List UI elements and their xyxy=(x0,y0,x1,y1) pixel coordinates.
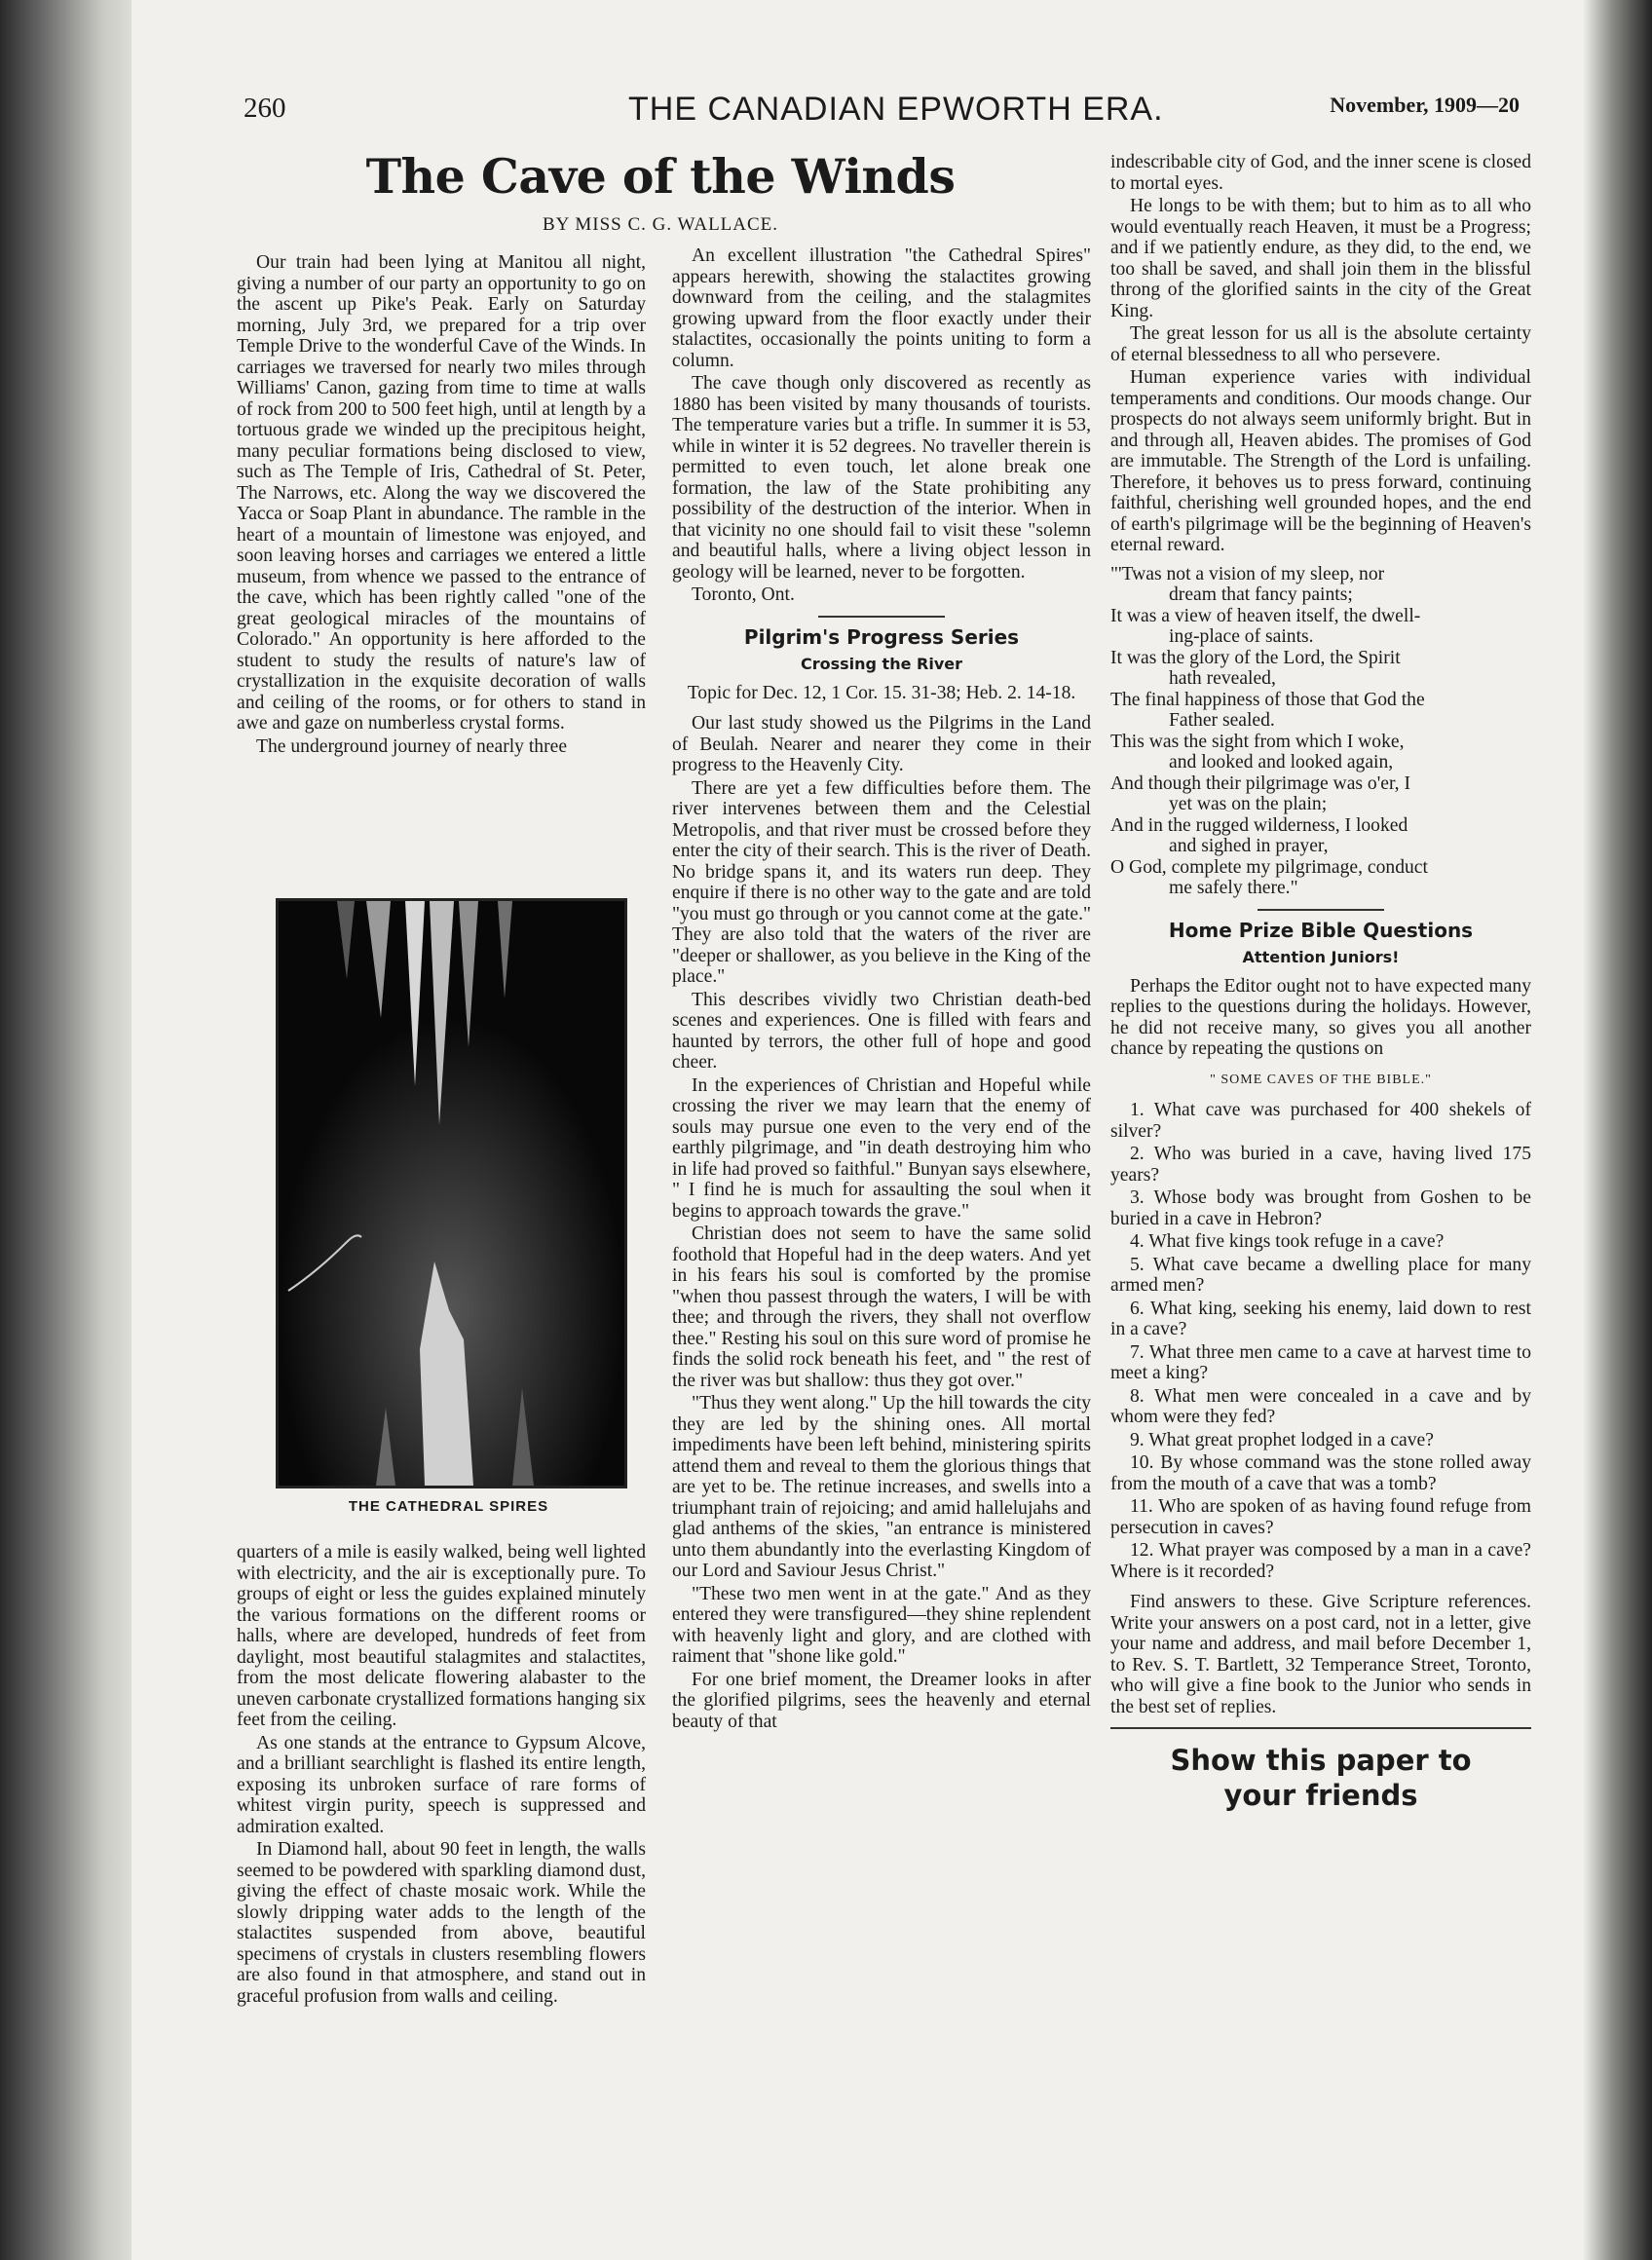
paragraph: In the experiences of Christian and Hopeful while crossing the river we may learn that the enemy of souls may pursue one even to the very end of the earthly pilgrimage, and "in death destroying him who in life had proved so faithful." Bunyan says elsewhere, " I find he is much for assaulting the soul when it begins to approach towards the grave." xyxy=(672,1074,1091,1222)
poem-line: Father sealed. xyxy=(1169,710,1275,731)
paragraph: "Thus they went along." Up the hill towards the city they are led by the shining ones. All mortal impediments have been left behind, ministering spirits attend them and reveal to them the glorious things that are yet to be. The retinue increases, and swells into a triumphant train of rejoicing; and amid hallelujahs and glad anthems of the skies, "an entrance is ministered unto them abundantly into the everlasting Kingdom of our Lord and Saviour Jesus Christ." xyxy=(672,1393,1091,1581)
page-number: 260 xyxy=(244,93,286,124)
book-gutter xyxy=(0,0,146,2260)
paragraph: In Diamond hall, about 90 feet in length, the walls seemed to be powdered with sparkling diamond dust, giving the effect of chaste mosaic work. While the slowly dripping water adds to the length of the stalactites suspended from above, beautiful specimens of crystals in clusters resembling flowers are also found in that atmosphere, and stand out in graceful profusion from walls and ceiling. xyxy=(237,1839,646,2007)
section-subtitle: Attention Juniors! xyxy=(1242,948,1400,966)
paragraph: Find answers to these. Give Scripture references. Write your answers on a post card, not in a letter, give your name and address, and mail before December 1, to Rev. S. T. Bartlett, 32 Temperance Street, Toronto, who will give a fine book to the Junior who sends in the best set of replies. xyxy=(1110,1592,1531,1717)
poem-line: me safely there." xyxy=(1169,878,1298,898)
column-1-top xyxy=(237,252,646,759)
question-item: 1. What cave was purchased for 400 shekels of silver? xyxy=(1110,1100,1531,1142)
divider xyxy=(818,616,945,618)
poem-line: hath revealed, xyxy=(1169,668,1276,689)
poem-line: And though their pilgrimage was o'er, I xyxy=(1110,772,1411,794)
promo-block xyxy=(1110,1743,1531,1813)
poem-line: And in the rugged wilderness, I looked xyxy=(1110,814,1408,836)
poem-line: and looked and looked again, xyxy=(1169,752,1394,772)
book-edge xyxy=(1584,0,1652,2260)
poem-line: ing-place of saints. xyxy=(1169,626,1314,647)
photo-caption: THE CATHEDRAL SPIRES xyxy=(348,1498,549,1515)
promo-line: Show this paper to xyxy=(1170,1744,1472,1777)
poem-line: "'Twas not a vision of my sleep, nor xyxy=(1110,563,1385,584)
paragraph: The great lesson for us all is the absolute certainty of eternal blessedness to all who persevere. xyxy=(1110,323,1531,365)
paragraph: Perhaps the Editor ought not to have expected many replies to the questions during the holidays. However, he did not receive many, so gives you all another chance by repeating the qustions on xyxy=(1110,975,1531,1059)
column-2 xyxy=(672,245,1091,1734)
question-item: 8. What men were concealed in a cave and by whom were they fed? xyxy=(1110,1385,1531,1427)
question-item: 9. What great prophet lodged in a cave? xyxy=(1130,1429,1434,1450)
question-item: 2. Who was buried in a cave, having lived 175 years? xyxy=(1110,1144,1531,1186)
page-header xyxy=(244,93,1520,132)
topic-line: Topic for Dec. 12, 1 Cor. 15. 31-38; Heb. 2. 14-18. xyxy=(687,682,1076,703)
paragraph: There are yet a few difficulties before them. The river intervenes between them and the Celestial Metropolis, and that river must be crossed before they enter the city of their search. This is the river of Death. No bridge spans it, and its waters run deep. They enquire if there is no other way to the gate and are told "you must go through or you cannot come at the gate." They are also told that the waters of the river are "deeper or shallower, as you believe in the King of the place." xyxy=(672,777,1092,987)
question-item: 11. Who are spoken of as having found refuge from persecution in caves? xyxy=(1110,1496,1531,1538)
paragraph: Toronto, Ont. xyxy=(692,584,795,605)
question-item: 12. What prayer was composed by a man in a cave? Where is it recorded? xyxy=(1110,1540,1531,1582)
poem xyxy=(1110,564,1531,899)
poem-line: and sighed in prayer, xyxy=(1169,836,1329,856)
paragraph: indescribable city of God, and the inner scene is closed to mortal eyes. xyxy=(1110,152,1532,194)
poem-line: This was the sight from which I woke, xyxy=(1110,731,1405,752)
poem-line: yet was on the plain; xyxy=(1169,794,1328,814)
divider xyxy=(1110,1727,1531,1729)
article-title: The Cave of the Winds xyxy=(365,148,956,205)
paragraph: Our last study showed us the Pilgrims in the Land of Beulah. Nearer and nearer they come in their progress to the Heavenly City. xyxy=(672,713,1091,775)
question-item: 6. What king, seeking his enemy, laid down to rest in a cave? xyxy=(1110,1298,1531,1339)
question-item: 7. What three men came to a cave at harvest time to meet a king? xyxy=(1110,1341,1531,1383)
question-heading: " SOME CAVES OF THE BIBLE." xyxy=(1210,1072,1432,1087)
section-title: Home Prize Bible Questions xyxy=(1168,918,1474,942)
poem-line: O God, complete my pilgrimage, conduct xyxy=(1110,856,1428,878)
paragraph: Our train had been lying at Manitou all night, giving a number of our party an opportunity to go on the ascent up Pike's Peak. Early on Saturday morning, July 3rd, we prepared for a trip over Temple Drive to the wonderful Cave of the Winds. In carriages we traversed for nearly two miles through Williams' Canon, gazing from time to time at walls of rock from 200 to 500 feet high, until at length by a tortuous grade we winded up the precipitous height, many peculiar formations being disclosed to view, such as The Temple of Iris, Cathedral of St. Peter, The Narrows, etc. Along the way we discovered the Yacca or Soap Plant in abundance. The ramble in the heart of a mountain of limestone was enjoyed, and soon leaving horses and carriages we entered a little museum, from whence we passed to the entrance of the cave, which has been rightly called "one of the great geological miracles of the mountains of Colorado." An opportunity is here afforded to the student to study the results of nature's law of crystallization in the exquisite decoration of walls and ceiling of the rooms, or for others to stand in awe and gaze on numberless crystal forms. xyxy=(237,252,646,734)
paragraph: For one brief moment, the Dreamer looks in after the glorified pilgrims, sees the heavenly and eternal beauty of that xyxy=(672,1669,1091,1732)
divider xyxy=(1258,909,1384,911)
section-subtitle: Crossing the River xyxy=(800,655,962,673)
paragraph: quarters of a mile is easily walked, being well lighted with electricity, and the air is exceptionally pure. To groups of eight or less the guides explained minutely the various formations on the different rooms or halls, where are developed, hundreds of feet from daylight, most beautiful stalagmites and stalactites, from the most delicate flowering alabaster to the uneven carbonate crystallized formations hanging six feet from the ceiling. xyxy=(237,1542,646,1730)
cave-photograph xyxy=(276,898,627,1488)
article-byline: BY MISS C. G. WALLACE. xyxy=(542,214,779,235)
paragraph: Human experience varies with individual temperaments and conditions. Our moods change. Our prospects do not always seem uniformly bright. But in and through all, Heaven abides. The promises of God are immutable. The Strength of the Lord is unfailing. Therefore, it behoves us to press forward, continuing faithful, cherishing well grounded hopes, and the end of earth's pilgrimage will be the beginning of Heaven's eternal reward. xyxy=(1110,367,1531,555)
question-item: 4. What five kings took refuge in a cave? xyxy=(1130,1231,1445,1252)
question-item: 5. What cave became a dwelling place for many armed men? xyxy=(1110,1254,1531,1296)
promo-line: your friends xyxy=(1223,1779,1418,1812)
column-1-bottom xyxy=(237,1542,646,2009)
question-item: 3. Whose body was brought from Goshen to be buried in a cave in Hebron? xyxy=(1110,1187,1531,1229)
column-3 xyxy=(1110,152,1531,1813)
paragraph: Christian does not seem to have the same solid foothold that Hopeful had in the deep waters. And yet in his fears his soul is comforted by the promise "when thou passest through the waters, I will be with thee; and through the rivers, they shall not overflow thee." Resting his soul on this sure word of promise he finds the solid rock beneath his feet, and " the rest of the river was but shallow: thus they got over." xyxy=(672,1224,1091,1391)
poem-line: dream that fancy paints; xyxy=(1169,584,1353,605)
paragraph: As one stands at the entrance to Gypsum Alcove, and a brilliant searchlight is flashed its entire length, exposing its unbroken surface of rare forms of whitest virgin purity, speech is suppressed and admiration exalted. xyxy=(237,1732,646,1837)
poem-line: It was the glory of the Lord, the Spirit xyxy=(1110,647,1401,668)
paragraph: "These two men went in at the gate." And as they entered they were transfigured—they shine replendent with heavenly light and glory, and are clothed with raiment that "shone like gold." xyxy=(672,1583,1091,1667)
question-item: 10. By whose command was the stone rolled away from the mouth of a cave that was a tomb? xyxy=(1110,1452,1531,1494)
paragraph: He longs to be with them; but to him as to all who would eventually reach Heaven, it must be a Progress; and if we patiently endure, as they did, to the end, we too shall be saved, and shall join them in the blissful throng of the glorified saints in the city of the Great King. xyxy=(1110,196,1531,321)
paragraph: An excellent illustration "the Cathedral Spires" appears herewith, showing the stalactites growing downward from the ceiling, and the stalagmites growing upward from the floor exactly under their stalactites, occasionally the points uniting to form a column. xyxy=(672,245,1091,371)
paragraph: The cave though only discovered as recently as 1880 has been visited by many thousands of tourists. The temperature varies but a trifle. In summer it is 53, while in winter it is 52 degrees. No traveller therein is permitted to even touch, let alone break one formation, the law of the State prohibiting any possibility of the destruction of the interior. When in that vicinity no one should fail to visit these "solemn and beautiful halls, where a living object lesson in geology will be learned, never to be forgotten. xyxy=(672,373,1091,583)
masthead: THE CANADIAN EPWORTH ERA. xyxy=(628,91,1164,128)
stalactite-image xyxy=(279,901,624,1486)
section-title: Pilgrim's Progress Series xyxy=(743,624,1020,649)
issue-date: November, 1909—20 xyxy=(1330,93,1520,117)
question-list xyxy=(1110,1100,1531,1582)
paragraph: This describes vividly two Christian death-bed scenes and experiences. One is filled with fears and haunted by terrors, the other full of hope and good cheer. xyxy=(672,989,1091,1073)
poem-line: The final happiness of those that God the xyxy=(1110,689,1425,710)
paragraph: The underground journey of nearly three xyxy=(256,735,568,757)
poem-line: It was a view of heaven itself, the dwell- xyxy=(1110,605,1421,626)
